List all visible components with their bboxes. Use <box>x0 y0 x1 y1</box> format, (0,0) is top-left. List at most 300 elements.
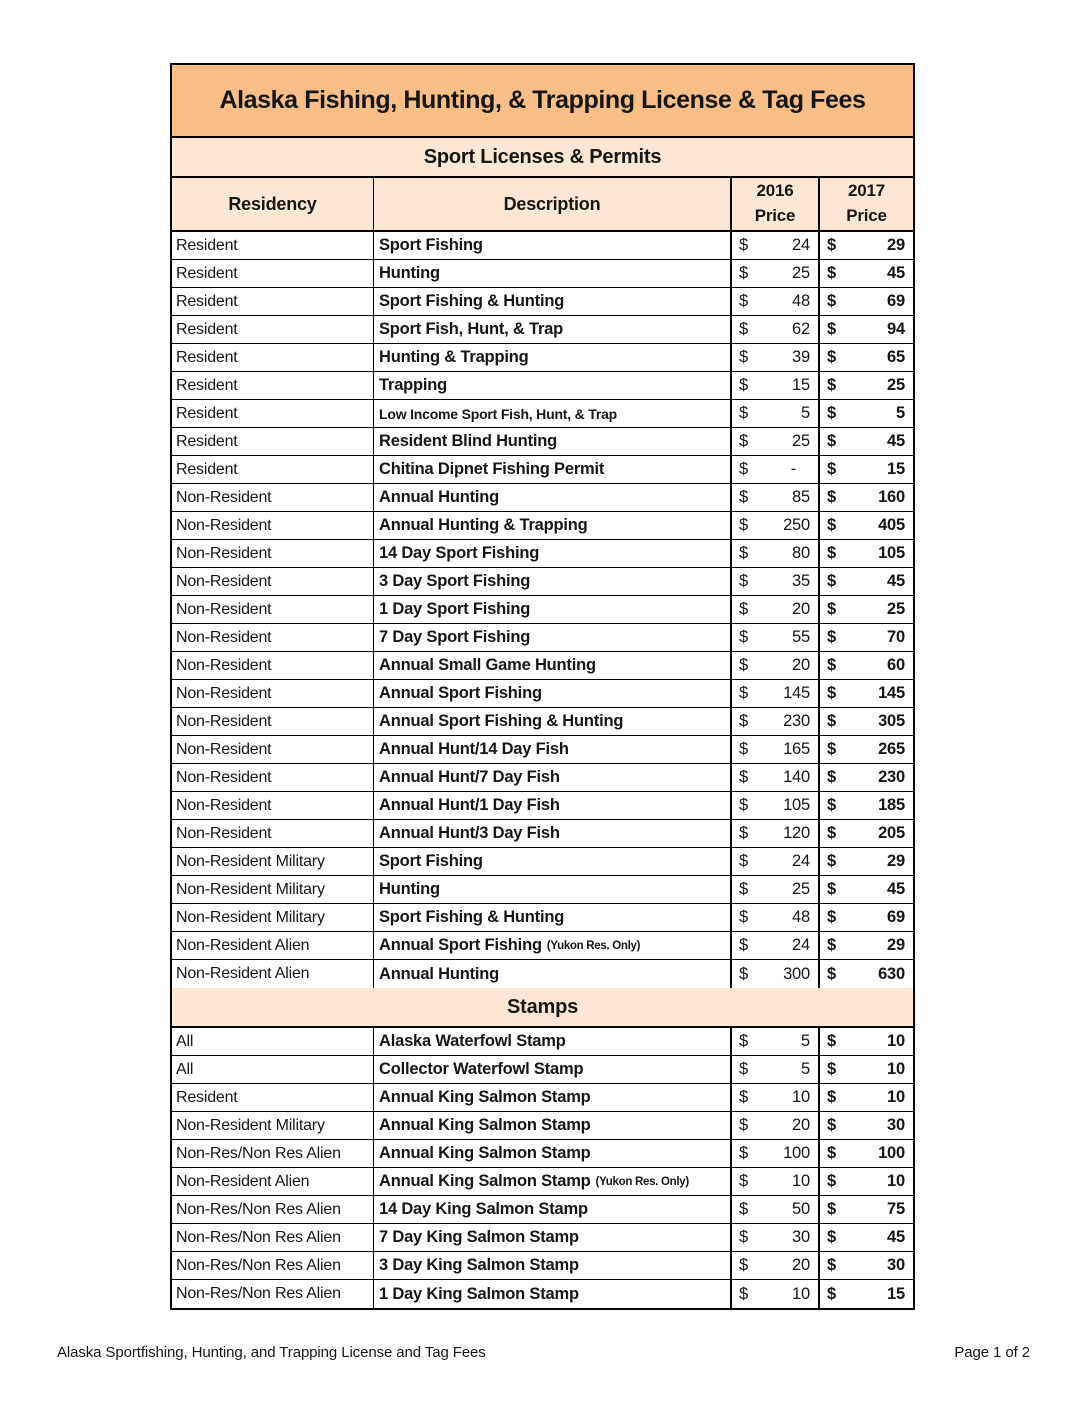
dollar-sign-2016: $ <box>739 712 748 730</box>
price-2017-cell <box>820 624 913 651</box>
table-row <box>172 1280 913 1308</box>
price-2017-cell <box>820 820 913 847</box>
price-2017-value: 15 <box>887 1284 905 1303</box>
price-2016-cell <box>732 1280 820 1308</box>
dollar-sign-2017: $ <box>827 712 836 730</box>
price-2016-value: 165 <box>783 740 810 758</box>
dollar-sign-2016: $ <box>739 460 748 478</box>
table-row <box>172 512 913 540</box>
price-2017-cell <box>820 456 913 483</box>
price-2016-value: 140 <box>783 768 810 786</box>
column-header-2017-price <box>820 178 913 230</box>
residency-cell: Resident <box>172 260 374 287</box>
price-2016-value: 10 <box>792 1284 810 1303</box>
dollar-sign-2016: $ <box>739 1060 748 1078</box>
price-2017-cell <box>820 960 913 988</box>
dollar-sign-2017: $ <box>827 1228 836 1246</box>
price-2016-cell <box>732 512 820 539</box>
dollar-sign-2016: $ <box>739 236 748 254</box>
price-2017-value: 100 <box>878 1144 905 1162</box>
dollar-sign-2017: $ <box>827 600 836 618</box>
table-row <box>172 372 913 400</box>
price-2016-cell <box>732 596 820 623</box>
price-2016-cell <box>732 932 820 959</box>
description-cell <box>374 736 732 763</box>
dollar-sign-2016: $ <box>739 544 748 562</box>
table-row <box>172 344 913 372</box>
residency-cell: Resident <box>172 428 374 455</box>
description-text: Alaska Waterfowl Stamp <box>379 1032 566 1050</box>
dollar-sign-2017: $ <box>827 1032 836 1050</box>
price-2016-cell <box>732 316 820 343</box>
table-row <box>172 1112 913 1140</box>
description-text: Sport Fishing <box>379 236 483 254</box>
price-2016-cell <box>732 736 820 763</box>
dollar-sign-2017: $ <box>827 936 836 954</box>
price-2017-value: 145 <box>878 684 905 702</box>
dollar-sign-2016: $ <box>739 1256 748 1274</box>
price-2017-cell <box>820 1252 913 1279</box>
description-text: Annual King Salmon Stamp <box>379 1172 591 1190</box>
dollar-sign-2017: $ <box>827 432 836 450</box>
table-row <box>172 792 913 820</box>
price-2017-cell <box>820 1140 913 1167</box>
price-2016-value: 35 <box>792 572 810 590</box>
price-2016-value: 230 <box>783 712 810 730</box>
dollar-sign-2017: $ <box>827 264 836 282</box>
residency-cell: Non-Resident <box>172 764 374 791</box>
price-2017-value: 5 <box>896 404 905 422</box>
price-2016-cell <box>732 260 820 287</box>
price-2017-cell <box>820 1224 913 1251</box>
table-row <box>172 1224 913 1252</box>
dollar-sign-2016: $ <box>739 1172 748 1190</box>
residency-cell: Non-Resident <box>172 736 374 763</box>
description-text: Annual King Salmon Stamp <box>379 1116 591 1134</box>
table-row <box>172 876 913 904</box>
description-text: Annual King Salmon Stamp <box>379 1144 591 1162</box>
price-2017-cell <box>820 792 913 819</box>
dollar-sign-2016: $ <box>739 628 748 646</box>
price-2016-value: 20 <box>792 600 810 618</box>
dollar-sign-2017: $ <box>827 516 836 534</box>
footer-document-title: Alaska Sportfishing, Hunting, and Trapping License and Tag Fees <box>57 1344 486 1361</box>
table-row <box>172 708 913 736</box>
table-row <box>172 932 913 960</box>
price-2017-value: 69 <box>887 908 905 926</box>
description-text: 7 Day King Salmon Stamp <box>379 1228 579 1246</box>
description-cell <box>374 1168 732 1195</box>
dollar-sign-2016: $ <box>739 1088 748 1106</box>
price-2017-cell <box>820 1028 913 1055</box>
residency-cell: Resident <box>172 456 374 483</box>
price-2016-value: 30 <box>792 1228 810 1246</box>
description-text: Sport Fishing & Hunting <box>379 908 565 926</box>
table-row <box>172 568 913 596</box>
residency-cell: Non-Resident <box>172 680 374 707</box>
residency-cell: Non-Resident <box>172 708 374 735</box>
dollar-sign-2016: $ <box>739 264 748 282</box>
price-2017-value: 60 <box>887 656 905 674</box>
price-2016-cell <box>732 288 820 315</box>
section-title: Sport Licenses & Permits <box>423 145 662 168</box>
price-2016-cell <box>732 1140 820 1167</box>
price-2017-cell <box>820 596 913 623</box>
price-2016-value: 25 <box>792 880 810 898</box>
residency-cell: Non-Resident <box>172 512 374 539</box>
price-label-2016: Price <box>754 206 796 225</box>
dollar-sign-2016: $ <box>739 936 748 954</box>
table-row <box>172 624 913 652</box>
year-2017-label: 2017 <box>847 181 886 201</box>
price-2017-value: 45 <box>887 1228 905 1246</box>
dollar-sign-2016: $ <box>739 432 748 450</box>
price-2016-cell <box>732 1056 820 1083</box>
table-row <box>172 1252 913 1280</box>
dollar-sign-2016: $ <box>739 1200 748 1218</box>
price-2017-cell <box>820 232 913 259</box>
description-cell <box>374 708 732 735</box>
description-text: Chitina Dipnet Fishing Permit <box>379 460 605 478</box>
price-2017-value: 29 <box>887 936 905 954</box>
table-row <box>172 596 913 624</box>
dollar-sign-2017: $ <box>827 1284 836 1303</box>
description-cell <box>374 540 732 567</box>
residency-cell: Resident <box>172 232 374 259</box>
dollar-sign-2017: $ <box>827 1200 836 1218</box>
price-2016-cell <box>732 232 820 259</box>
price-2016-cell <box>732 456 820 483</box>
price-2016-value: 20 <box>792 656 810 674</box>
residency-cell: Resident <box>172 1084 374 1111</box>
description-text: Annual Small Game Hunting <box>379 656 596 674</box>
dollar-sign-2016: $ <box>739 964 748 983</box>
price-2017-cell <box>820 904 913 931</box>
price-2017-value: 70 <box>887 628 905 646</box>
price-2016-cell <box>732 624 820 651</box>
dollar-sign-2016: $ <box>739 796 748 814</box>
description-cell <box>374 1224 732 1251</box>
price-2016-cell <box>732 1252 820 1279</box>
footer-page-number: Page 1 of 2 <box>954 1344 1030 1361</box>
dollar-sign-2016: $ <box>739 768 748 786</box>
dollar-sign-2016: $ <box>739 1228 748 1246</box>
price-2016-cell <box>732 876 820 903</box>
price-2017-value: 265 <box>878 740 905 758</box>
price-2016-cell <box>732 568 820 595</box>
price-2017-value: 10 <box>887 1088 905 1106</box>
price-2016-value: 25 <box>792 432 810 450</box>
price-2017-value: 205 <box>878 824 905 842</box>
price-2016-value: 39 <box>792 348 810 366</box>
price-2016-value: 10 <box>792 1088 810 1106</box>
table-row <box>172 1196 913 1224</box>
price-2016-value: 24 <box>792 236 810 254</box>
table-row <box>172 736 913 764</box>
description-cell <box>374 456 732 483</box>
description-text: Annual Hunting <box>379 488 500 506</box>
description-cell <box>374 960 732 988</box>
price-2016-value: 15 <box>792 376 810 394</box>
description-cell <box>374 1028 732 1055</box>
description-cell <box>374 596 732 623</box>
residency-cell: Non-Resident Military <box>172 1112 374 1139</box>
description-cell <box>374 1084 732 1111</box>
description-cell <box>374 1196 732 1223</box>
price-2016-value: 48 <box>792 908 810 926</box>
residency-cell: Non-Resident Military <box>172 904 374 931</box>
price-2016-cell <box>732 708 820 735</box>
description-note: (Yukon Res. Only) <box>546 939 641 952</box>
description-text: Low Income Sport Fish, Hunt, & Trap <box>379 405 618 422</box>
residency-cell: Non-Resident <box>172 624 374 651</box>
dollar-sign-2017: $ <box>827 1088 836 1106</box>
residency-cell: Non-Res/Non Res Alien <box>172 1252 374 1279</box>
residency-cell: Non-Res/Non Res Alien <box>172 1140 374 1167</box>
dollar-sign-2016: $ <box>739 1032 748 1050</box>
description-text: 3 Day King Salmon Stamp <box>379 1256 579 1274</box>
residency-cell: Resident <box>172 344 374 371</box>
dollar-sign-2016: $ <box>739 320 748 338</box>
price-2017-value: 160 <box>878 488 905 506</box>
sport-licenses-rows <box>172 232 913 988</box>
description-cell <box>374 792 732 819</box>
dollar-sign-2017: $ <box>827 740 836 758</box>
price-2017-value: 94 <box>887 320 905 338</box>
column-header-residency: Residency <box>172 178 374 230</box>
price-2016-value: 120 <box>783 824 810 842</box>
price-2016-cell <box>732 1224 820 1251</box>
dollar-sign-2016: $ <box>739 880 748 898</box>
description-cell <box>374 1056 732 1083</box>
dollar-sign-2016: $ <box>739 292 748 310</box>
price-2017-value: 10 <box>887 1172 905 1190</box>
price-2016-cell <box>732 540 820 567</box>
price-2017-value: 69 <box>887 292 905 310</box>
description-cell <box>374 932 732 959</box>
description-text: Annual Hunting & Trapping <box>379 516 588 534</box>
dollar-sign-2017: $ <box>827 236 836 254</box>
description-note: (Yukon Res. Only) <box>595 1175 689 1188</box>
price-2016-value: 50 <box>792 1200 810 1218</box>
price-2017-value: 105 <box>878 544 905 562</box>
residency-cell: Non-Res/Non Res Alien <box>172 1224 374 1251</box>
price-2017-cell <box>820 736 913 763</box>
dollar-sign-2017: $ <box>827 1256 836 1274</box>
description-cell <box>374 820 732 847</box>
residency-cell: Non-Resident Military <box>172 876 374 903</box>
dollar-sign-2017: $ <box>827 1116 836 1134</box>
dollar-sign-2017: $ <box>827 880 836 898</box>
section-header-stamps <box>172 988 913 1028</box>
table-row <box>172 484 913 512</box>
price-2017-cell <box>820 568 913 595</box>
price-2016-cell <box>732 960 820 988</box>
table-row <box>172 680 913 708</box>
year-2016-label: 2016 <box>756 181 794 201</box>
dollar-sign-2017: $ <box>827 768 836 786</box>
price-2017-value: 45 <box>887 432 905 450</box>
description-text: Sport Fish, Hunt, & Trap <box>379 320 564 338</box>
price-2016-value: 300 <box>783 964 810 983</box>
table-row <box>172 260 913 288</box>
description-text: Hunting <box>379 264 440 282</box>
price-2016-value: 105 <box>783 796 810 814</box>
price-2016-value: 62 <box>792 320 810 338</box>
price-2017-cell <box>820 848 913 875</box>
description-text: 1 Day King Salmon Stamp <box>379 1284 579 1303</box>
price-2016-cell <box>732 792 820 819</box>
price-2017-value: 405 <box>878 516 905 534</box>
price-2017-value: 25 <box>887 600 905 618</box>
description-text: Annual Hunt/7 Day Fish <box>379 768 560 786</box>
dollar-sign-2017: $ <box>827 824 836 842</box>
dollar-sign-2017: $ <box>827 796 836 814</box>
description-text: 3 Day Sport Fishing <box>379 572 531 590</box>
price-2016-cell <box>732 372 820 399</box>
description-cell <box>374 1112 732 1139</box>
table-row <box>172 1084 913 1112</box>
price-2016-value: 250 <box>783 516 810 534</box>
description-cell <box>374 232 732 259</box>
table-row <box>172 1028 913 1056</box>
table-row <box>172 960 913 988</box>
price-2016-value: 5 <box>801 1060 810 1078</box>
price-2017-cell <box>820 288 913 315</box>
price-2017-cell <box>820 932 913 959</box>
price-2017-value: 630 <box>878 964 905 983</box>
price-2017-value: 305 <box>878 712 905 730</box>
price-2017-cell <box>820 708 913 735</box>
table-row <box>172 904 913 932</box>
table-row <box>172 820 913 848</box>
description-text: Annual Hunt/3 Day Fish <box>379 824 560 842</box>
dollar-sign-2016: $ <box>739 684 748 702</box>
description-cell <box>374 260 732 287</box>
price-2016-value: 24 <box>792 852 810 870</box>
table-row <box>172 232 913 260</box>
residency-cell: Non-Res/Non Res Alien <box>172 1196 374 1223</box>
residency-cell: Non-Resident Military <box>172 848 374 875</box>
dollar-sign-2017: $ <box>827 376 836 394</box>
residency-cell: All <box>172 1056 374 1083</box>
description-cell <box>374 624 732 651</box>
price-2017-value: 65 <box>887 348 905 366</box>
residency-cell: Non-Resident Alien <box>172 932 374 959</box>
description-text: Annual Hunt/14 Day Fish <box>379 740 569 758</box>
price-2017-value: 29 <box>887 236 905 254</box>
residency-cell: Non-Resident <box>172 652 374 679</box>
price-2016-cell <box>732 484 820 511</box>
dollar-sign-2016: $ <box>739 1284 748 1303</box>
price-2017-cell <box>820 1112 913 1139</box>
page-title: Alaska Fishing, Hunting, & Trapping License & Tag Fees <box>219 86 866 114</box>
price-2017-value: 30 <box>887 1116 905 1134</box>
description-text: 14 Day Sport Fishing <box>379 544 540 562</box>
residency-cell: Resident <box>172 316 374 343</box>
price-2017-cell <box>820 1084 913 1111</box>
price-2016-cell <box>732 904 820 931</box>
residency-cell: Non-Resident <box>172 820 374 847</box>
price-2016-value: 48 <box>792 292 810 310</box>
residency-cell: Resident <box>172 372 374 399</box>
table-row <box>172 1168 913 1196</box>
table-row <box>172 1056 913 1084</box>
price-2017-cell <box>820 372 913 399</box>
dollar-sign-2017: $ <box>827 488 836 506</box>
dollar-sign-2016: $ <box>739 516 748 534</box>
price-2017-cell <box>820 1168 913 1195</box>
table-row <box>172 652 913 680</box>
description-cell <box>374 652 732 679</box>
description-cell <box>374 1140 732 1167</box>
dollar-sign-2016: $ <box>739 404 748 422</box>
residency-cell: Non-Resident <box>172 792 374 819</box>
table-row <box>172 540 913 568</box>
table-row <box>172 456 913 484</box>
description-cell <box>374 1252 732 1279</box>
residency-cell: Non-Resident <box>172 596 374 623</box>
description-text: Sport Fishing <box>379 852 483 870</box>
residency-cell: Non-Resident <box>172 540 374 567</box>
price-2017-value: 30 <box>887 1256 905 1274</box>
price-2016-cell <box>732 820 820 847</box>
description-text: Hunting <box>379 880 440 898</box>
description-text: Annual Hunt/1 Day Fish <box>379 796 560 814</box>
price-2016-cell <box>732 428 820 455</box>
price-2016-value: 80 <box>792 544 810 562</box>
dollar-sign-2016: $ <box>739 572 748 590</box>
description-text: Resident Blind Hunting <box>379 432 558 450</box>
price-2016-cell <box>732 1112 820 1139</box>
description-cell <box>374 764 732 791</box>
price-2017-cell <box>820 876 913 903</box>
price-2017-cell <box>820 1056 913 1083</box>
dollar-sign-2017: $ <box>827 572 836 590</box>
residency-cell: All <box>172 1028 374 1055</box>
description-cell <box>374 848 732 875</box>
description-text: Annual Sport Fishing <box>379 936 542 954</box>
description-text: Annual Hunting <box>379 964 500 983</box>
description-cell <box>374 288 732 315</box>
price-2016-value: 24 <box>792 936 810 954</box>
price-2017-value: 45 <box>887 264 905 282</box>
description-cell <box>374 512 732 539</box>
price-2016-cell <box>732 1028 820 1055</box>
price-2017-cell <box>820 652 913 679</box>
price-2017-value: 230 <box>878 768 905 786</box>
fee-table <box>170 63 915 1310</box>
dollar-sign-2017: $ <box>827 460 836 478</box>
price-2017-value: 75 <box>887 1200 905 1218</box>
price-2017-cell <box>820 1280 913 1308</box>
dollar-sign-2017: $ <box>827 852 836 870</box>
description-cell <box>374 568 732 595</box>
section-header-sport-licenses <box>172 138 913 178</box>
price-2016-value: 100 <box>783 1144 810 1162</box>
dollar-sign-2016: $ <box>739 852 748 870</box>
price-2016-cell <box>732 848 820 875</box>
section-title: Stamps <box>506 995 579 1018</box>
price-2017-cell <box>820 512 913 539</box>
column-header-2016-price <box>732 178 820 230</box>
price-2017-cell <box>820 540 913 567</box>
description-cell <box>374 344 732 371</box>
table-row <box>172 764 913 792</box>
residency-cell: Non-Resident <box>172 568 374 595</box>
price-2016-value: 85 <box>792 488 810 506</box>
column-header-description: Description <box>374 178 732 230</box>
